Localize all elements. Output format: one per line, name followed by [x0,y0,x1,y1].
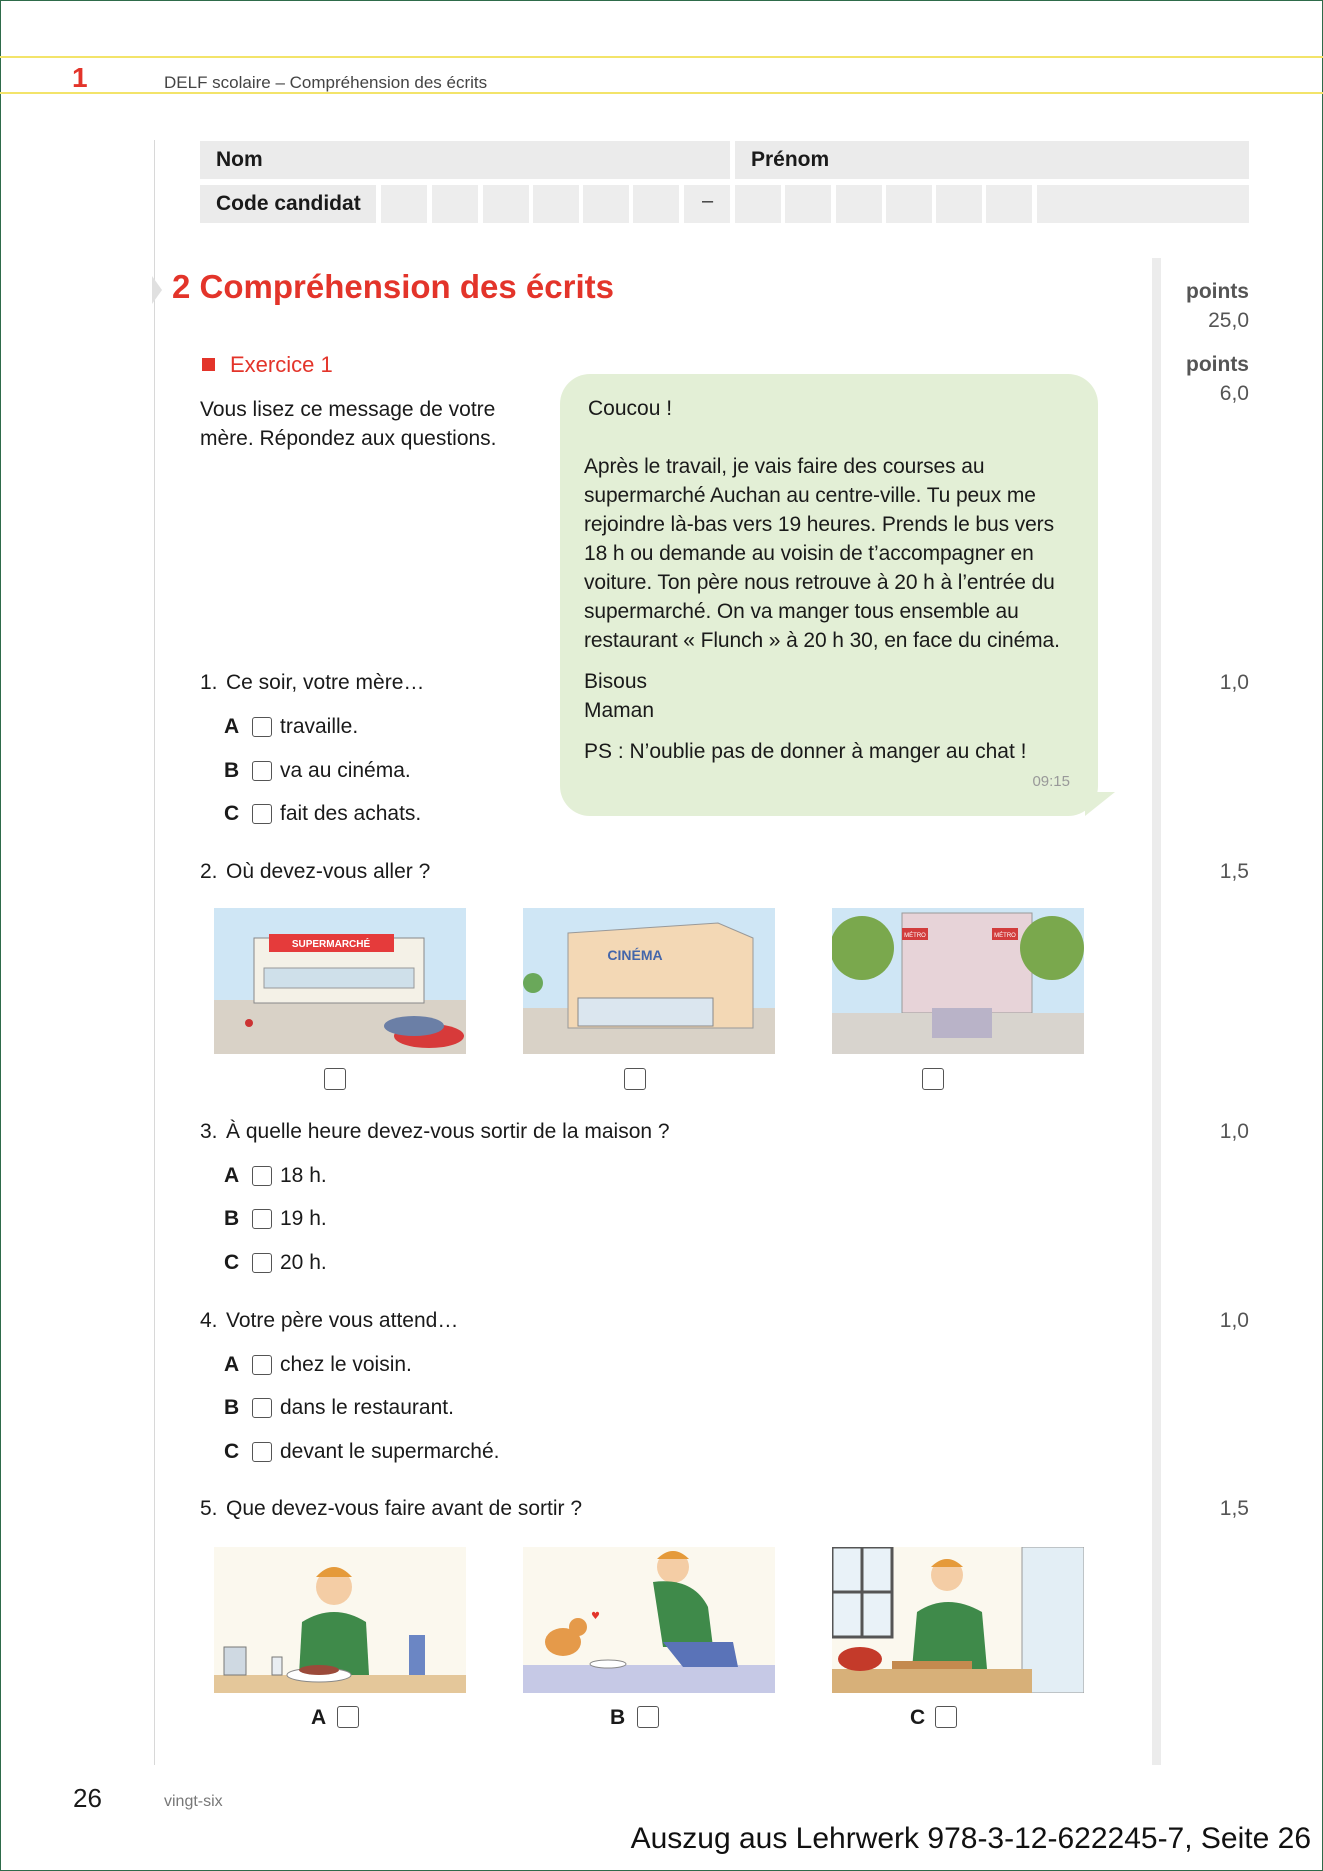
chapter-number: 1 [72,62,88,93]
question-5-score: 1,5 [1219,1497,1249,1520]
code-cell-wide[interactable] [1037,185,1249,223]
q5-checkbox-a[interactable] [337,1706,359,1728]
q3-option-c[interactable]: C 20 h. [224,1251,327,1274]
q3-option-b[interactable]: B 19 h. [224,1207,327,1230]
code-cell[interactable] [483,185,529,223]
feeding-cat-image [523,1547,775,1693]
checkbox[interactable] [252,761,272,781]
points-value: 25,0 [1208,309,1249,332]
q1-option-a[interactable]: A travaille. [224,715,359,738]
question-1-score: 1,0 [1219,671,1249,694]
supermarket-image [214,908,466,1054]
exercise-label: Exercice 1 [230,352,333,377]
metro-sign-left: MÉTRO [904,933,926,939]
nom-label: Nom [216,148,263,171]
cinema-image [523,908,775,1054]
q5-checkbox-c[interactable] [935,1706,957,1728]
q5-checkbox-b[interactable] [637,1706,659,1728]
code-cell[interactable] [886,185,932,223]
q4-option-b[interactable]: B dans le restaurant. [224,1396,454,1419]
code-cell[interactable] [633,185,679,223]
code-cell[interactable] [836,185,882,223]
question-3 [200,1120,670,1144]
points-label: points [1186,280,1249,303]
q1-option-c[interactable]: C fait des achats. [224,802,422,825]
question-text: À quelle heure devez-vous sortir de la maison ? [226,1120,670,1143]
eating-image [214,1547,466,1693]
left-margin-line [154,140,155,1765]
exercise-points [1186,350,1249,408]
question-2 [200,860,430,884]
question-3-score: 1,0 [1219,1120,1249,1143]
code-separator: – [702,190,714,212]
section-points [1186,277,1249,335]
checkbox[interactable] [252,1442,272,1462]
q5-letter-c: C [910,1706,926,1729]
message-ps: PS : N’oublie pas de donner à manger au chat ! [584,740,1027,763]
question-number: 1. [200,671,218,694]
question-text: Ce soir, votre mère… [226,671,425,694]
points-label: points [1186,353,1249,376]
code-candidat-label: Code candidat [216,192,361,215]
source-note: Auszug aus Lehrwerk 978-3-12-622245-7, Seite 26 [630,1822,1311,1855]
code-cell[interactable] [936,185,982,223]
prenom-label: Prénom [751,148,830,171]
message-body: Après le travail, je vais faire des courses au supermarché Auchan au centre-ville. Tu peux me rejoindre là-bas vers 19 heures. Prends le bus vers 18 h ou demande au voisin de t’accompagner en voiture. Ton père nous retrouve à 20 h à l’entrée du supermarché. On va manger tous ensemble au restaurant « Flunch » à 20 h 30, en face du cinéma. [584,455,1060,652]
checkbox[interactable] [252,1253,272,1273]
code-cell[interactable] [381,185,427,223]
q5-letter-a: A [311,1706,327,1729]
header-rule-top [0,56,1323,58]
question-5 [200,1497,582,1521]
q2-checkbox-2[interactable] [624,1068,646,1090]
code-cell[interactable] [785,185,831,223]
code-cell[interactable] [432,185,478,223]
checkbox[interactable] [252,1398,272,1418]
nom-field[interactable] [200,141,730,179]
message-bubble [560,374,1098,816]
code-cell[interactable] [533,185,579,223]
q1-option-b[interactable]: B va au cinéma. [224,759,411,782]
q4-option-c[interactable]: C devant le supermarché. [224,1440,500,1463]
score-column-bar [1152,258,1161,1765]
supermarket-sign: SUPERMARCHÉ [291,939,371,950]
header-title: DELF scolaire – Compréhension des écrits [164,73,488,92]
svg-text:♥: ♥ [591,1611,600,1622]
cinema-sign: CINÉMA [607,947,663,963]
question-text: Où devez-vous aller ? [226,860,431,883]
q4-option-a[interactable]: A chez le voisin. [224,1353,412,1376]
exercise-square-icon [202,358,215,371]
question-text: Votre père vous attend… [226,1309,459,1332]
question-number: 5. [200,1497,218,1520]
checkbox[interactable] [252,804,272,824]
checkbox[interactable] [252,1166,272,1186]
question-4 [200,1309,458,1333]
exercise-instruction: Vous lisez ce message de votre mère. Répondez aux questions. [200,398,497,450]
points-value: 6,0 [1219,382,1249,405]
question-2-score: 1,5 [1219,860,1249,883]
page-number: 26 [73,1783,102,1813]
q2-checkbox-1[interactable] [324,1068,346,1090]
bubble-tail [1085,792,1115,816]
question-number: 3. [200,1120,218,1143]
page-number-word: vingt-six [164,1793,223,1810]
message-greeting: Coucou ! [588,397,673,420]
code-candidat-label-box [200,185,376,223]
section-arrow-icon [152,276,162,304]
metro-sign-right: MÉTRO [994,933,1016,939]
checkbox[interactable] [252,1355,272,1375]
cooking-image [832,1547,1084,1693]
question-text: Que devez-vous faire avant de sortir ? [226,1497,583,1520]
question-number: 4. [200,1309,218,1332]
message-closing-maman: Maman [584,699,655,722]
metro-image [832,908,1084,1054]
message-closing-bisous: Bisous [584,670,648,693]
code-cell[interactable] [986,185,1032,223]
message-time: 09:15 [1032,773,1070,790]
question-1 [200,671,424,695]
checkbox[interactable] [252,1209,272,1229]
q5-letter-b: B [610,1706,626,1729]
code-cell[interactable] [735,185,781,223]
checkbox[interactable] [252,717,272,737]
q2-checkbox-3[interactable] [922,1068,944,1090]
question-number: 2. [200,860,218,883]
section-title: 2 Compréhension des écrits [172,268,614,305]
prenom-field[interactable] [735,141,1249,179]
question-4-score: 1,0 [1219,1309,1249,1332]
q3-option-a[interactable]: A 18 h. [224,1164,327,1187]
code-cell[interactable] [583,185,629,223]
